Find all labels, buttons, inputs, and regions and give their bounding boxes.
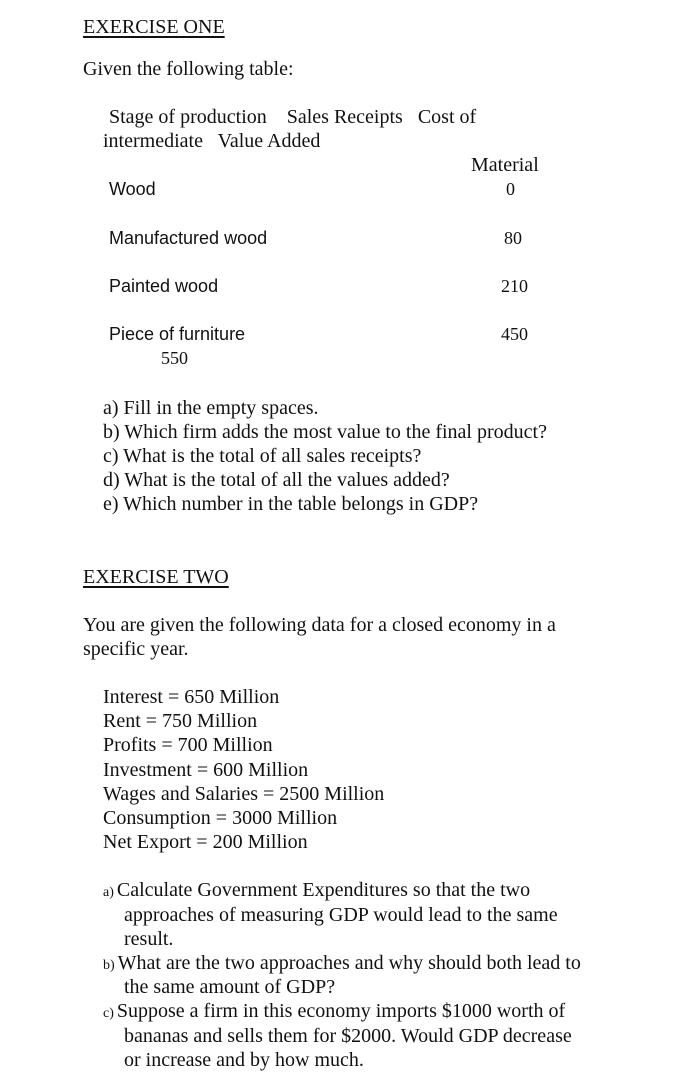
row-stage-piece-of-furniture: Piece of furniture: [109, 324, 246, 344]
data-investment: Investment = 600 Million: [103, 759, 309, 781]
question-1d: d) What is the total of all the values added?: [103, 469, 450, 491]
row-cost-wood: 0: [506, 179, 515, 199]
data-interest: Interest = 650 Million: [103, 686, 280, 708]
row-cost-painted-wood: 210: [501, 276, 528, 296]
question-2c-text-line1: Suppose a firm in this economy imports $1000 worth of: [116, 1000, 566, 1022]
question-2a-text-line1: Calculate Government Expenditures so that the two: [116, 879, 531, 901]
question-2b-line2: the same amount of GDP?: [124, 976, 336, 998]
row-stage-painted-wood: Painted wood: [109, 276, 219, 296]
row-extra-piece-of-furniture: 550: [161, 348, 188, 368]
table-header-line1: Stage of production Sales Receipts Cost of: [109, 106, 477, 128]
exercise-two-intro-line1: You are given the following data for a closed economy in a: [83, 614, 556, 636]
table-header-line2: intermediate Value Added: [103, 130, 321, 152]
data-rent: Rent = 750 Million: [103, 710, 258, 732]
exercise-one-intro: Given the following table:: [83, 58, 294, 80]
data-wages-and-salaries: Wages and Salaries = 2500 Million: [103, 783, 385, 805]
row-cost-piece-of-furniture: 450: [501, 324, 528, 344]
row-stage-wood: Wood: [109, 179, 156, 199]
question-2a-marker: a): [103, 885, 114, 900]
row-cost-manufactured-wood: 80: [504, 228, 522, 248]
question-1a: a) Fill in the empty spaces.: [103, 397, 319, 419]
row-stage-manufactured-wood: Manufactured wood: [109, 228, 268, 248]
question-1b: b) Which firm adds the most value to the final product?: [103, 421, 547, 443]
exercise-two-intro-line2: specific year.: [83, 638, 189, 660]
question-2c-line1: [103, 1001, 565, 1021]
data-net-export: Net Export = 200 Million: [103, 831, 308, 853]
exercise-two-heading: EXERCISE TWO: [83, 566, 229, 588]
question-1e: e) Which number in the table belongs in GDP?: [103, 493, 479, 515]
question-2a-line1: [103, 880, 530, 900]
question-2b-marker: b): [103, 958, 115, 973]
question-2c-line3: or increase and by how much.: [124, 1049, 364, 1071]
question-2a-line2: approaches of measuring GDP would lead to the same: [124, 904, 558, 926]
question-2b-text-line1: What are the two approaches and why should both lead to: [117, 952, 581, 974]
question-2a-line3: result.: [124, 928, 174, 950]
table-header-material: Material: [471, 154, 539, 176]
exercise-one-heading: EXERCISE ONE: [83, 16, 225, 38]
question-1c: c) What is the total of all sales receipts?: [103, 445, 422, 467]
data-consumption: Consumption = 3000 Million: [103, 807, 338, 829]
question-2c-marker: c): [103, 1006, 114, 1021]
question-2c-line2: bananas and sells them for $2000. Would GDP decrease: [124, 1025, 572, 1047]
question-2b-line1: [103, 953, 581, 973]
data-profits: Profits = 700 Million: [103, 734, 273, 756]
